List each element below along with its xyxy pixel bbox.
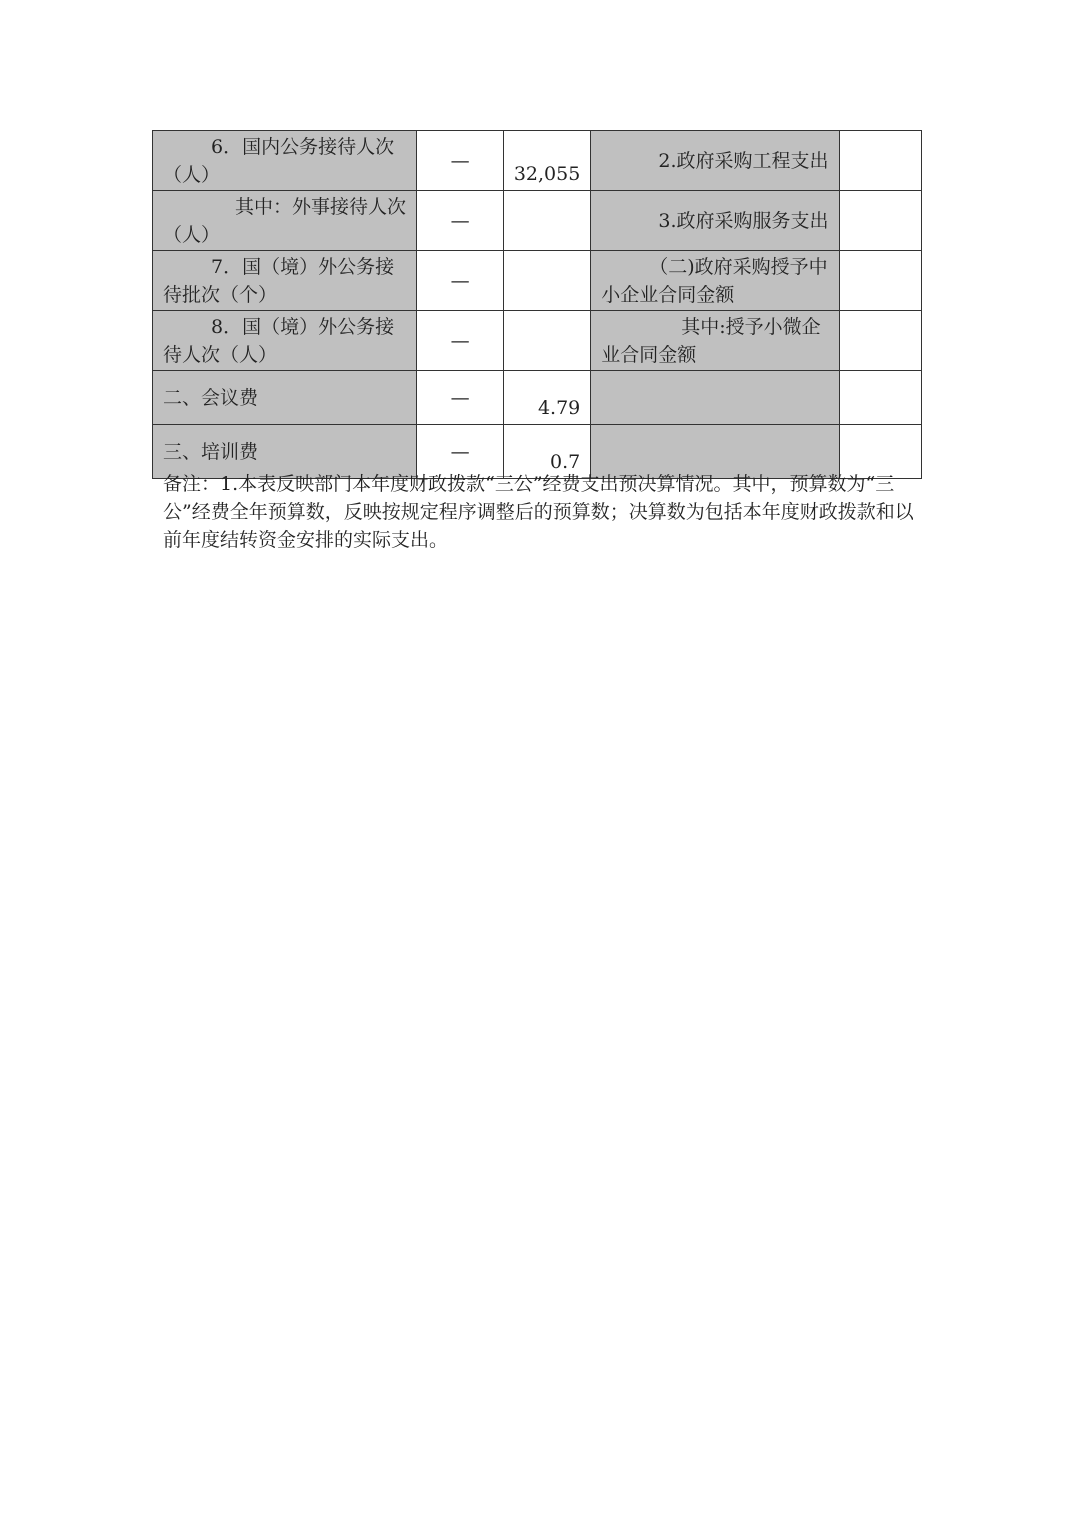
- procurement-value: [839, 371, 921, 425]
- row-label: 三、培训费: [153, 425, 417, 479]
- procurement-label: 其中:授予小微企业合同金额: [591, 311, 839, 371]
- procurement-value: [839, 311, 921, 371]
- budget-cell: —: [417, 251, 503, 311]
- actual-cell: 4.79: [503, 371, 590, 425]
- procurement-label: [591, 371, 839, 425]
- row-label: 7．国（境）外公务接待批次（个）: [153, 251, 417, 311]
- table-row: [153, 371, 922, 425]
- budget-cell: —: [417, 311, 503, 371]
- table-row: [153, 131, 922, 191]
- table-footnote: 备注：1.本表反映部门本年度财政拨款“三公”经费支出预决算情况。其中，预算数为“三公”经费全年预算数，反映按规定程序调整后的预算数；决算数为包括本年度财政拨款和以前年度结转资金安排的实际支出。: [163, 473, 914, 551]
- procurement-value: [839, 191, 921, 251]
- actual-cell: [503, 251, 590, 311]
- row-label: 6．国内公务接待人次（人）: [153, 131, 417, 191]
- row-label: 其中：外事接待人次（人）: [153, 191, 417, 251]
- procurement-value: [839, 251, 921, 311]
- row-label: 二、会议费: [153, 371, 417, 425]
- table-row: [153, 251, 922, 311]
- procurement-label: 2.政府采购工程支出: [591, 131, 839, 191]
- actual-cell: [503, 191, 590, 251]
- budget-cell: —: [417, 425, 503, 479]
- three-public-expenses-table: [152, 130, 922, 479]
- actual-cell: [503, 311, 590, 371]
- budget-cell: —: [417, 371, 503, 425]
- actual-cell: 0.7: [503, 425, 590, 479]
- table-row: [153, 191, 922, 251]
- budget-cell: —: [417, 131, 503, 191]
- procurement-label: （二)政府采购授予中小企业合同金额: [591, 251, 839, 311]
- budget-cell: —: [417, 191, 503, 251]
- procurement-label: 3.政府采购服务支出: [591, 191, 839, 251]
- procurement-value: [839, 131, 921, 191]
- table-row: [153, 311, 922, 371]
- row-label: 8．国（境）外公务接待人次（人）: [153, 311, 417, 371]
- actual-cell: 32,055: [503, 131, 590, 191]
